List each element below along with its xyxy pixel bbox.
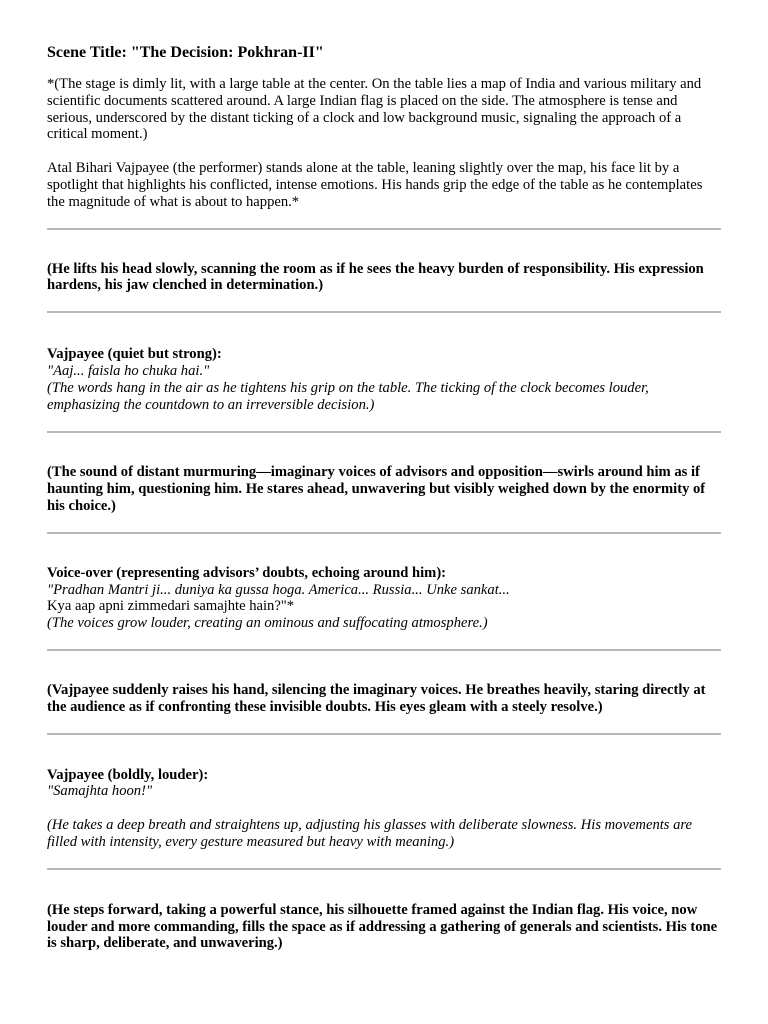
dialogue-block — [47, 767, 721, 851]
stage-direction: (He lifts his head slowly, scanning the room as if he sees the heavy burden of responsibility. His expression hardens, his jaw clenched in determination.) — [47, 260, 704, 294]
divider — [47, 733, 721, 735]
divider — [47, 311, 721, 313]
dialogue-line: "Samajhta hoon!" — [47, 783, 153, 800]
divider — [47, 228, 721, 230]
dialogue-line: Kya aap apni zimmedari samajhte hain?"* — [47, 598, 295, 615]
intro-paragraph: *(The stage is dimly lit, with a large table at the center. On the table lies a map of India and various military and scientific documents scattered around. A large Indian flag is placed on the side. The atmosphere is tense and serious, underscored by the distant ticking of a clock and low background music, signaling the approach of a critical moment.) — [47, 76, 702, 143]
stage-direction: (He steps forward, taking a powerful stance, his silhouette framed against the Indian flag. His voice, now louder and more commanding, fills the space as if addressing a gathering of generals and scientists. His tone is sharp, deliberate, and unwavering.) — [47, 901, 718, 952]
speaker-label: Voice-over (representing advisors’ doubts, echoing around him): — [47, 564, 447, 581]
divider — [47, 532, 721, 534]
dialogue-block — [47, 346, 721, 413]
divider — [47, 431, 721, 433]
dialogue-line: "Aaj... faisla ho chuka hai." — [47, 362, 210, 379]
dialogue-block — [47, 565, 721, 632]
dialogue-line: "Pradhan Mantri ji... duniya ka gussa hoga. America... Russia... Unke sankat... — [47, 581, 510, 598]
script-page — [47, 44, 721, 952]
intro-paragraph: Atal Bihari Vajpayee (the performer) stands alone at the table, leaning slightly over the map, his face lit by a spotlight that highlights his conflicted, intense emotions. His hands grip the edge of the table as he contemplates the magnitude of what is about to happen.* — [47, 160, 703, 210]
divider — [47, 868, 721, 870]
parenthetical-note: (He takes a deep breath and straightens up, adjusting his glasses with deliberate slowness. His movements are filled with intensity, every gesture measured but heavy with meaning.) — [47, 817, 693, 850]
stage-direction: (Vajpayee suddenly raises his hand, silencing the imaginary voices. He breathes heavily, staring directly at the audience as if confronting these invisible doubts. His eyes gleam with a steely resolve.) — [47, 681, 706, 715]
speaker-label: Vajpayee (boldly, louder): — [47, 766, 209, 783]
divider — [47, 649, 721, 651]
parenthetical-note: (The voices grow louder, creating an ominous and suffocating atmosphere.) — [47, 615, 488, 632]
speaker-label: Vajpayee (quiet but strong): — [47, 346, 222, 363]
scene-title: Scene Title: "The Decision: Pokhran-II" — [47, 44, 324, 61]
parenthetical-note: (The words hang in the air as he tightens his grip on the table. The ticking of the clock becomes louder, emphasizing the countdown to an irreversible decision.) — [47, 379, 649, 413]
stage-direction: (The sound of distant murmuring—imaginary voices of advisors and opposition—swirls around him as if haunting him, questioning him. He stares ahead, unwavering but visibly weighed down by the enormity of his choice.) — [47, 464, 706, 514]
